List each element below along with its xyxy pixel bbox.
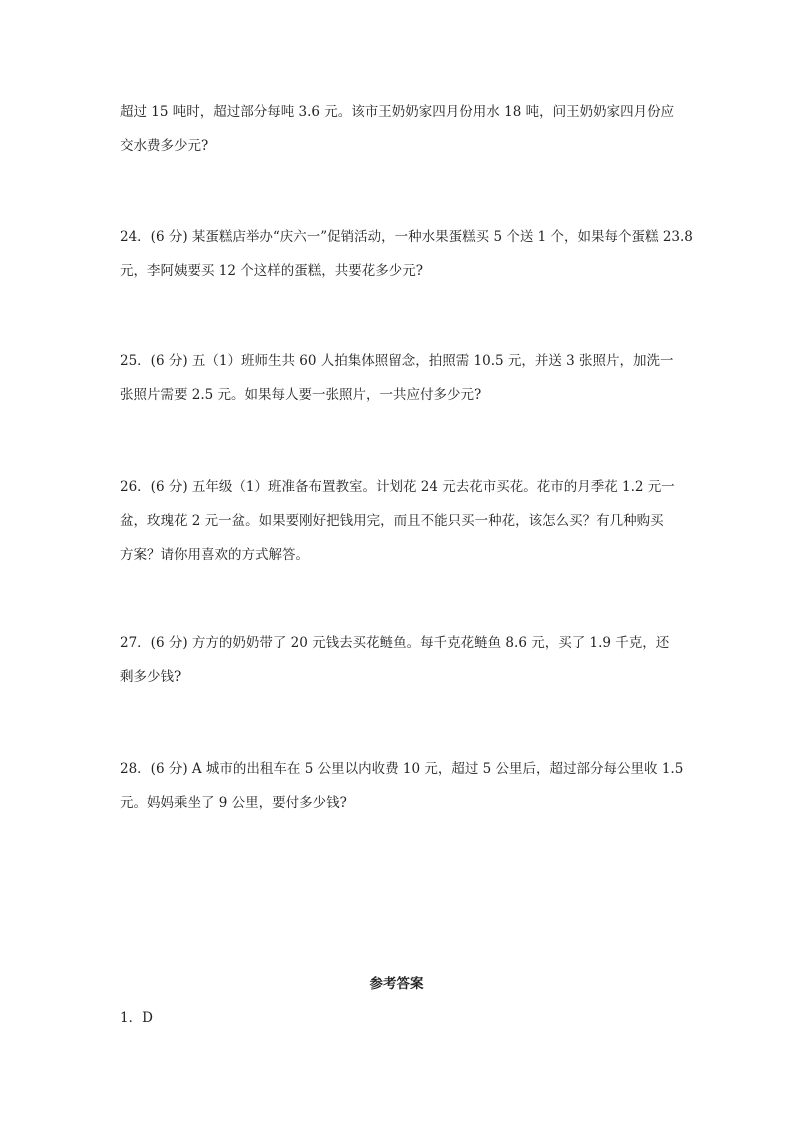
question-line: 26．(6 分) 五年级（1）班准备布置教室。计划花 24 元去花市买花。花市的月季花 1.2 元一 <box>120 479 675 495</box>
question-line: 方案？请你用喜欢的方式解答。 <box>120 547 309 563</box>
question-26 <box>120 470 680 572</box>
question-line: 超过 15 吨时，超过部分每吨 3.6 元。该市王奶奶家四月份用水 18 吨，问王奶奶家四月份应 <box>120 104 675 120</box>
question-line: 元。妈妈乘坐了 9 公里，要付多少钱? <box>120 795 347 811</box>
question-line: 剩多少钱? <box>120 669 182 685</box>
question-line: 27．(6 分) 方方的奶奶带了 20 元钱去买花鲢鱼。每千克花鲢鱼 8.6 元，买了 1.9 千克，还 <box>120 635 670 651</box>
question-25 <box>120 344 680 412</box>
question-line: 28．(6 分) A 城市的出租车在 5 公里以内收费 10 元，超过 5 公里后，超过部分每公里收 1.5 <box>120 761 684 777</box>
question-28 <box>120 752 684 820</box>
question-line: 24．(6 分) 某蛋糕店举办“庆六一”促销活动，一种水果蛋糕买 5 个送 1 个，如果每个蛋糕 23.8 <box>120 229 693 245</box>
question-24 <box>120 220 693 288</box>
answer-item: 1．D <box>120 1010 153 1026</box>
question-line: 元，李阿姨要买 12 个这样的蛋糕，共要花多少元? <box>120 263 423 279</box>
question-27 <box>120 626 680 694</box>
answers-title: 参考答案 <box>369 976 424 992</box>
question-line: 交水费多少元? <box>120 138 209 154</box>
question-line: 盆，玫瑰花 2 元一盆。如果要刚好把钱用完，而且不能只买一种花，该怎么买？有几种购买 <box>120 513 664 529</box>
question-line: 25．(6 分) 五（1）班师生共 60 人拍集体照留念，拍照需 10.5 元，并送 3 张照片，加洗一 <box>120 353 674 369</box>
question-23-continuation <box>120 95 680 163</box>
question-line: 张照片需要 2.5 元。如果每人要一张照片，一共应付多少元? <box>120 387 482 403</box>
